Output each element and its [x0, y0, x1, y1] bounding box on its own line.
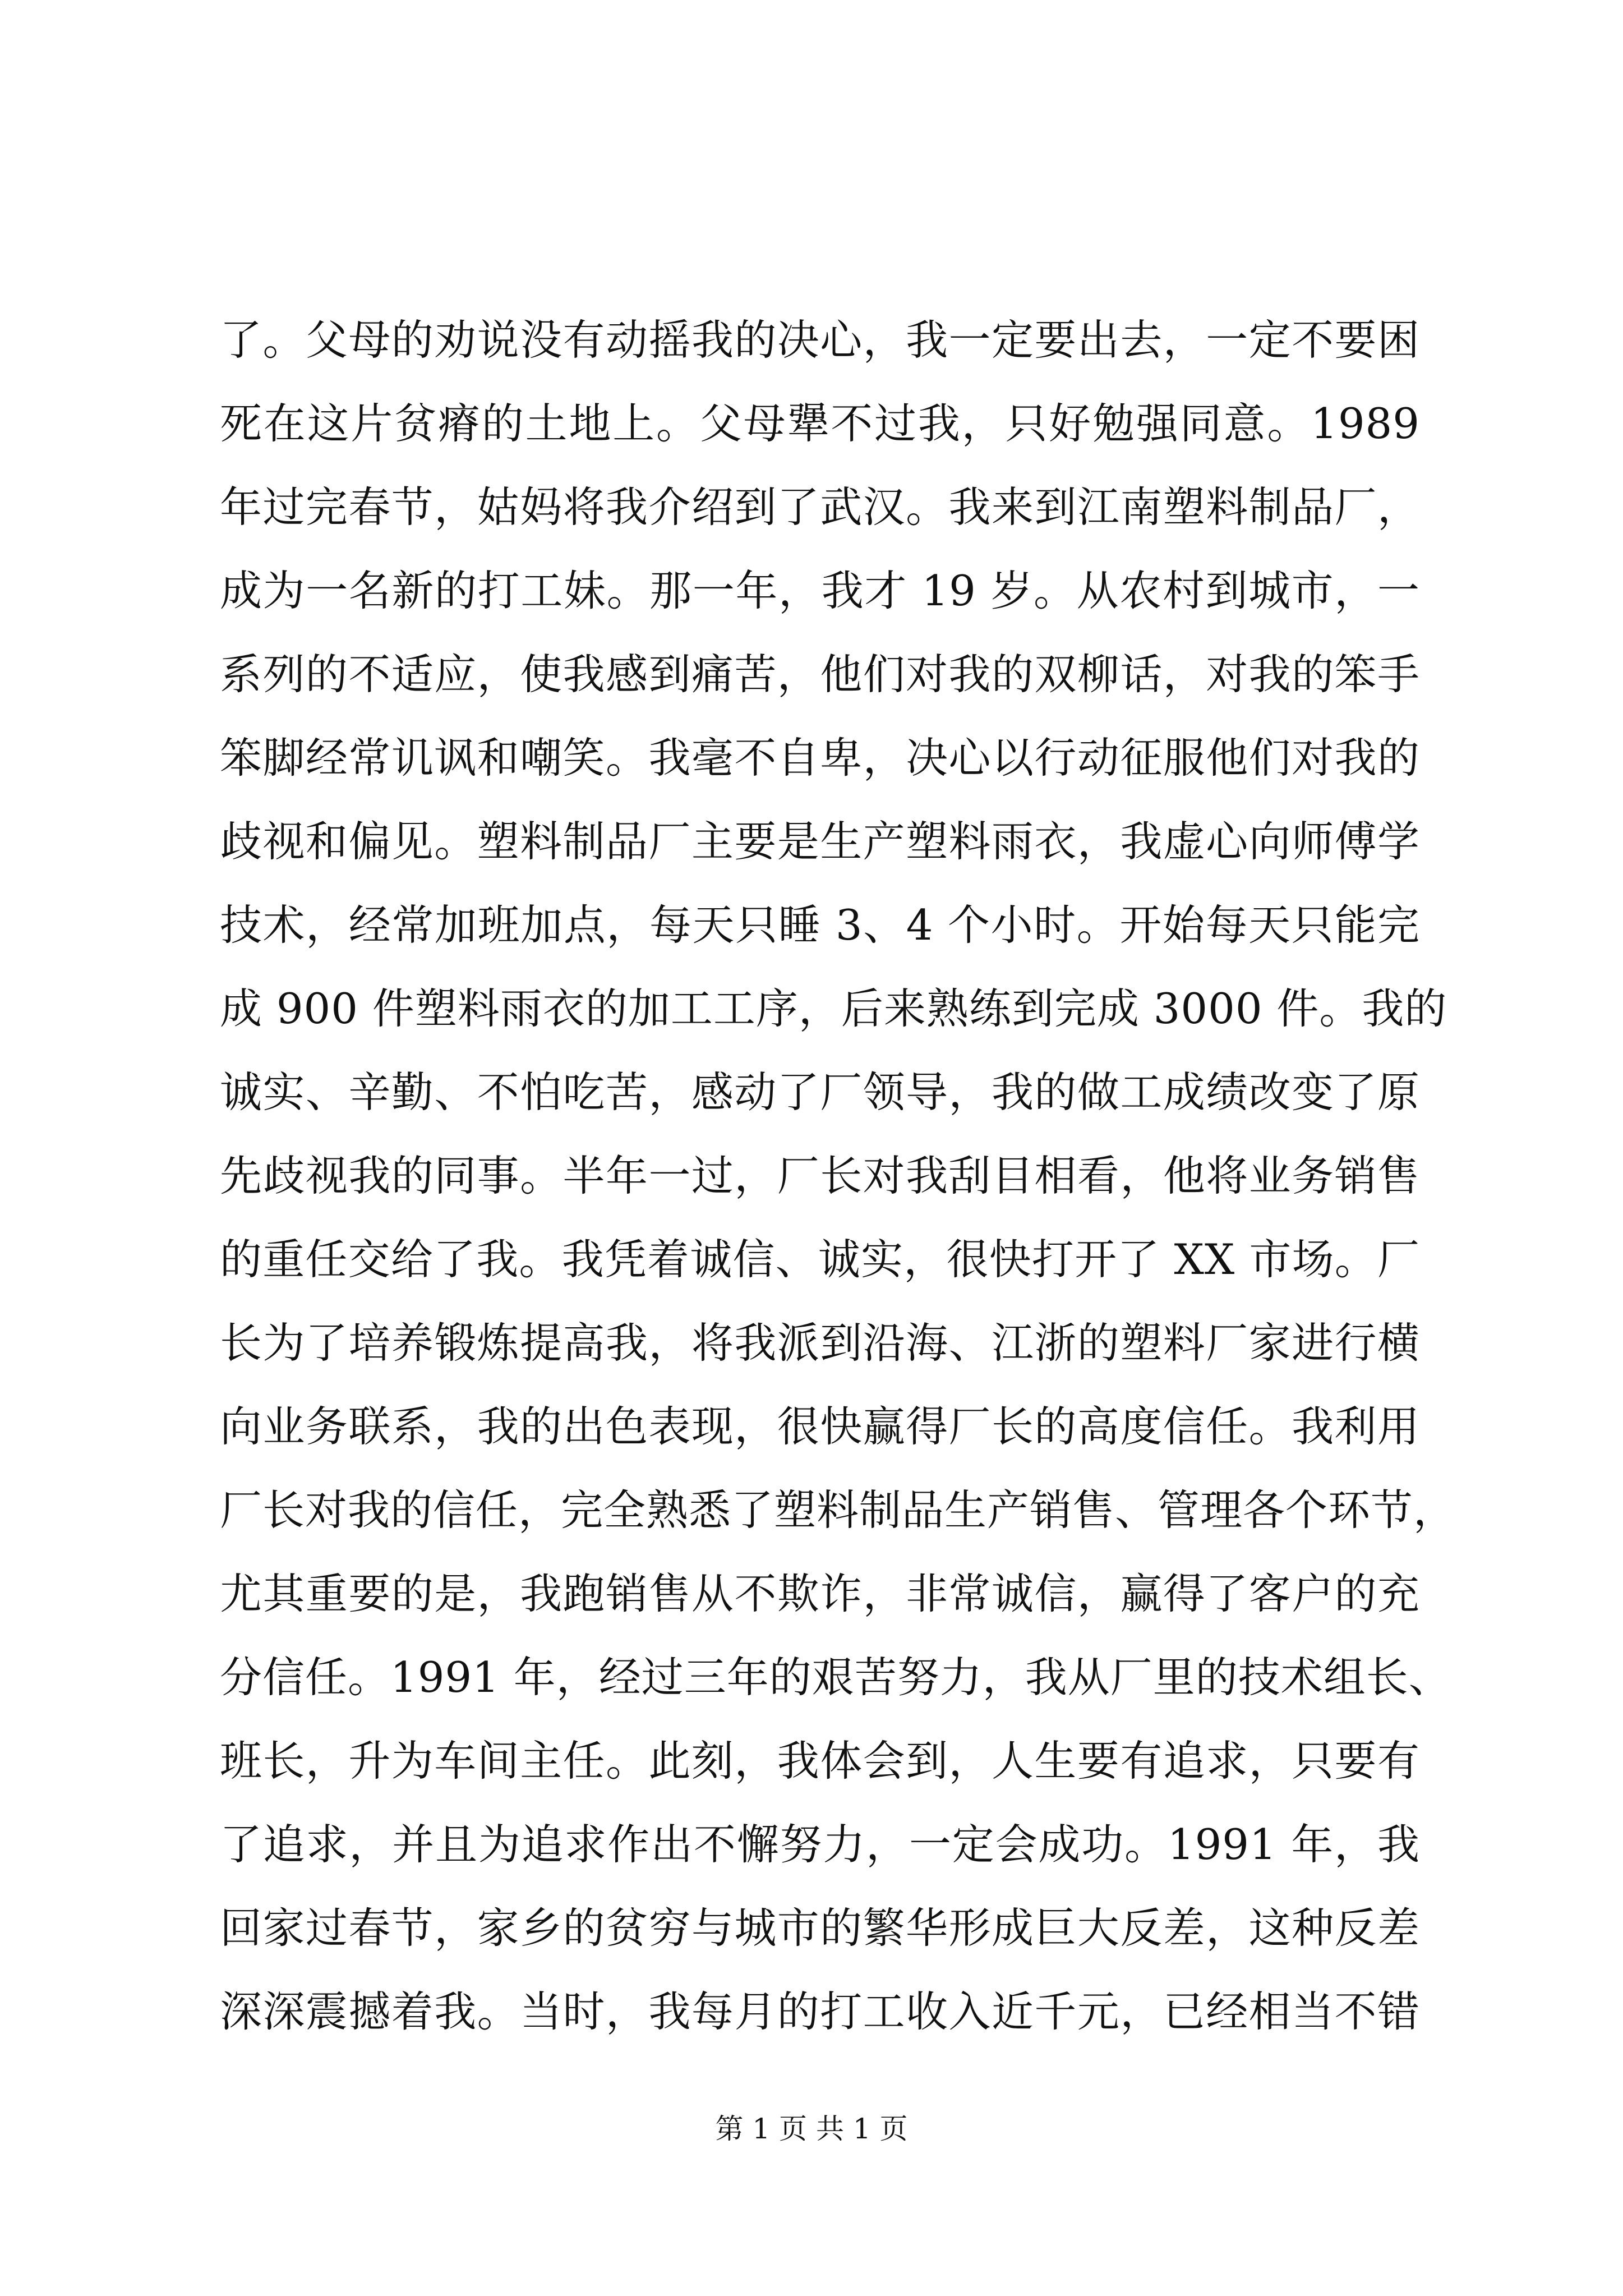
text-line: 了追求，并且为追求作出不懈努力，一定会成功。1991 年，我: [220, 1820, 1420, 1869]
text-line: 年过完春节，姑妈将我介绍到了武汉。我来到江南塑料制品厂，: [220, 482, 1420, 532]
text-line: 诚实、辛勤、不怕吃苦，感动了厂领导，我的做工成绩改变了原: [220, 1068, 1420, 1117]
text-line: 系列的不适应，使我感到痛苦，他们对我的双柳话，对我的笨手: [220, 650, 1420, 699]
text-line: 成为一名新的打工妹。那一年，我才 19 岁。从农村到城市，一: [220, 566, 1420, 615]
text-line: 深深震撼着我。当时，我每月的打工收入近千元，已经相当不错: [220, 1987, 1420, 2036]
text-line: 的重任交给了我。我凭着诚信、诚实，很快打开了 XX 市场。厂: [220, 1235, 1420, 1284]
text-line: 分信任。1991 年，经过三年的艰苦努力，我从厂里的技术组长、: [220, 1653, 1451, 1702]
text-line: 回家过春节，家乡的贫穷与城市的繁华形成巨大反差，这种反差: [220, 1903, 1420, 1953]
text-line: 死在这片贫瘠的土地上。父母犟不过我，只好勉强同意。1989: [220, 399, 1420, 448]
text-line: 向业务联系，我的出色表现，很快赢得厂长的高度信任。我利用: [220, 1402, 1420, 1451]
text-line: 厂长对我的信任，完全熟悉了塑料制品生产销售、管理各个环节，: [220, 1485, 1456, 1535]
text-line: 笨脚经常讥讽和嘲笑。我毫不自卑，决心以行动征服他们对我的: [220, 733, 1420, 783]
text-line: 长为了培养锻炼提高我，将我派到沿海、江浙的塑料厂家进行横: [220, 1318, 1420, 1368]
text-line: 班长，升为车间主任。此刻，我体会到，人生要有追求，只要有: [220, 1736, 1420, 1786]
text-line: 先歧视我的同事。半年一过，厂长对我刮目相看，他将业务销售: [220, 1151, 1420, 1200]
text-line: 了。父母的劝说没有动摇我的决心，我一定要出去，一定不要困: [220, 315, 1420, 365]
page-footer: 第 1 页 共 1 页: [715, 2113, 908, 2145]
text-line: 技术，经常加班加点，每天只睡 3、4 个小时。开始每天只能完: [220, 900, 1420, 950]
text-line: 成 900 件塑料雨衣的加工工序，后来熟练到完成 3000 件。我的: [220, 984, 1447, 1033]
text-line: 歧视和偏见。塑料制品厂主要是生产塑料雨衣，我虚心向师傅学: [220, 817, 1420, 866]
text-line: 尤其重要的是，我跑销售从不欺诈，非常诚信，赢得了客户的充: [220, 1569, 1420, 1618]
body-text: [220, 298, 1456, 2054]
